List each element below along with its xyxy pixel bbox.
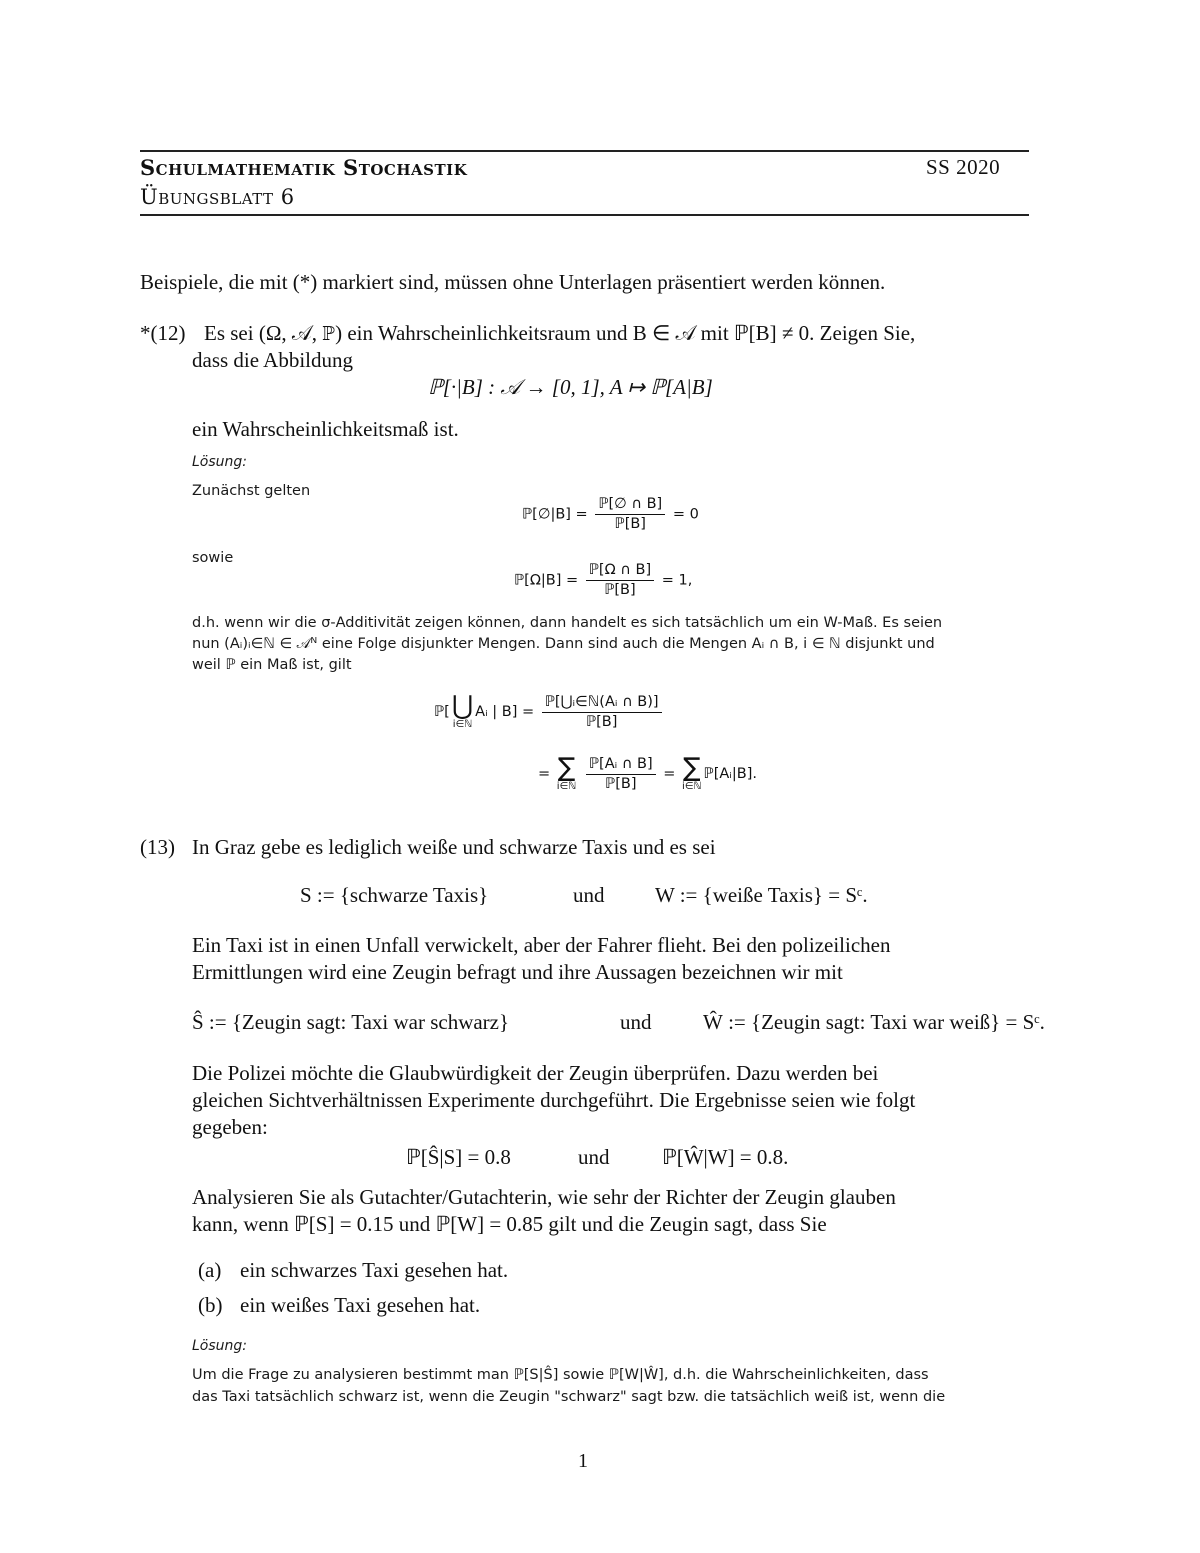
item-a-label: (a) (198, 1258, 222, 1282)
exercise-13-line-4: Die Polizei möchte die Glaubwürdigkeit der Zeugin überprüfen. Dazu werden bei (192, 1061, 879, 1085)
formula-omega-numerator: ℙ[Ω ∩ B] (586, 562, 654, 581)
exercise-12-line-2: dass die Abbildung (192, 348, 353, 372)
formula-sum-line (538, 755, 757, 793)
exercise-13-line-3: Ermittlungen wird eine Zeugin befragt und ihre Aussagen bezeichnen wir mit (192, 960, 843, 984)
formula-sum-mid: = (663, 766, 676, 782)
exercise-13-line-6: gegeben: (192, 1115, 268, 1139)
definition-s-hat: Ŝ := {Zeugin sagt: Taxi war schwarz} (192, 1010, 510, 1034)
intro-text: Beispiele, die mit (*) markiert sind, müssen ohne Unterlagen präsentiert werden können. (140, 270, 886, 294)
sheet-title: Übungsblatt 6 (140, 185, 295, 209)
definition-w-hat: Ŵ := {Zeugin sagt: Taxi war weiß} = Sᶜ. (703, 1010, 1045, 1034)
page-number: 1 (578, 1450, 588, 1472)
formula-sum-eq: = (538, 766, 551, 782)
exercise-13-number: (13) (140, 835, 175, 859)
sum-symbol-1: ∑ (557, 753, 576, 783)
formula-omega (514, 562, 692, 599)
exercise-12-formula: ℙ[·|B] : 𝒜 → [0, 1], A ↦ ℙ[A|B] (428, 375, 713, 399)
item-b-label: (b) (198, 1293, 223, 1317)
sum-subscript-1: i∈ℕ (556, 781, 577, 792)
item-a-text: ein schwarzes Taxi gesehen hat. (240, 1258, 509, 1282)
formula-omega-denominator: ℙ[B] (604, 582, 636, 598)
item-b-text: ein weißes Taxi gesehen hat. (240, 1293, 481, 1317)
formula-empty-set (522, 496, 699, 533)
exercise-13-solution-line-2: das Taxi tatsächlich schwarz ist, wenn die Zeugin "schwarz" sagt bzw. die tatsächlich weiß ist, wenn die (192, 1389, 946, 1405)
formula-sum-denominator: ℙ[B] (605, 775, 637, 792)
formula-union-denominator: ℙ[B] (585, 713, 618, 730)
exercise-12-line-1: Es sei (Ω, 𝒜, ℙ) ein Wahrscheinlichkeitsraum und B ∈ 𝒜 mit ℙ[B] ≠ 0. Zeigen Sie, (204, 321, 916, 345)
formula-empty-set-lhs: ℙ[∅|B] = (522, 506, 588, 523)
header-bottom-rule (140, 214, 1029, 216)
formula-omega-rhs: = 1, (661, 572, 693, 589)
exercise-13-solution-label: Lösung: (192, 1338, 248, 1354)
exercise-12-number: *(12) (140, 321, 186, 345)
exercise-13-line-2: Ein Taxi ist in einen Unfall verwickelt, aber der Fahrer flieht. Bei den polizeilichen (192, 933, 891, 957)
header-top-rule (140, 150, 1029, 152)
exercise-12-solution-line-2: sowie (192, 550, 234, 566)
exercise-13-line-8: kann, wenn ℙ[S] = 0.15 und ℙ[W] = 0.85 gilt und die Zeugin sagt, dass Sie (192, 1212, 827, 1236)
formula-sum-numerator: ℙ[Aᵢ ∩ B] (586, 756, 656, 775)
formula-union-open: ℙ[ (434, 704, 450, 720)
semester: SS 2020 (926, 155, 1001, 179)
formula-union-inner: Aᵢ | B] = (475, 704, 535, 720)
definition-s: S := {schwarze Taxis} (300, 883, 489, 907)
probability-s-hat: ℙ[Ŝ|S] = 0.8 (406, 1145, 511, 1169)
formula-union-line (434, 693, 665, 731)
exercise-13-line-7: Analysieren Sie als Gutachter/Gutachterin, wie sehr der Richter der Zeugin glauben (192, 1185, 896, 1209)
formula-union-numerator: ℙ[⋃ᵢ∈ℕ(Aᵢ ∩ B)] (542, 694, 662, 713)
exercise-13-line-5: gleichen Sichtverhältnissen Experimente durchgeführt. Die Ergebnisse seien wie folgt (192, 1088, 916, 1112)
exercise-12-solution-line-5: weil ℙ ein Maß ist, gilt (192, 657, 352, 673)
definition-und-1: und (573, 883, 605, 907)
exercise-13-solution-line-1: Um die Frage zu analysieren bestimmt man ℙ[S|Ŝ] sowie ℙ[W|Ŵ], d.h. die Wahrscheinlichkeiten, dass (192, 1367, 929, 1383)
formula-empty-set-rhs: = 0 (672, 506, 699, 523)
formula-omega-lhs: ℙ[Ω|B] = (514, 572, 579, 589)
exercise-12-solution-line-3: d.h. wenn wir die σ-Additivität zeigen können, dann handelt es sich tatsächlich um ein W-Maß. Es seien (192, 615, 943, 631)
sum-symbol-2: ∑ (683, 753, 701, 783)
formula-empty-set-denominator: ℙ[B] (614, 516, 646, 532)
formula-sum-tail: ℙ[Aᵢ|B]. (703, 766, 757, 782)
sum-subscript-2: i∈ℕ (682, 781, 702, 792)
exercise-12-line-3: ein Wahrscheinlichkeitsmaß ist. (192, 417, 459, 441)
exercise-12-solution-label: Lösung: (192, 454, 248, 470)
exercise-13-line-1: In Graz gebe es lediglich weiße und schwarze Taxis und es sei (192, 835, 716, 859)
definition-w: W := {weiße Taxis} = Sᶜ. (655, 883, 868, 907)
course-title: Schulmathematik Stochastik (140, 155, 468, 180)
exercise-12-solution-line-1: Zunächst gelten (192, 483, 311, 499)
probability-w-hat: ℙ[Ŵ|W] = 0.8. (662, 1145, 789, 1169)
definition-und-2: und (620, 1010, 652, 1034)
formula-empty-set-numerator: ℙ[∅ ∩ B] (595, 496, 665, 515)
exercise-12-solution-line-4: nun (Aᵢ)ᵢ∈ℕ ∈ 𝒜ᴺ eine Folge disjunkter Mengen. Dann sind auch die Mengen Aᵢ ∩ B, i ∈ ℕ disjunkt und (192, 636, 935, 652)
union-symbol: ⋃ (451, 691, 474, 721)
probability-und: und (578, 1145, 610, 1169)
union-subscript: i∈ℕ (452, 719, 473, 730)
